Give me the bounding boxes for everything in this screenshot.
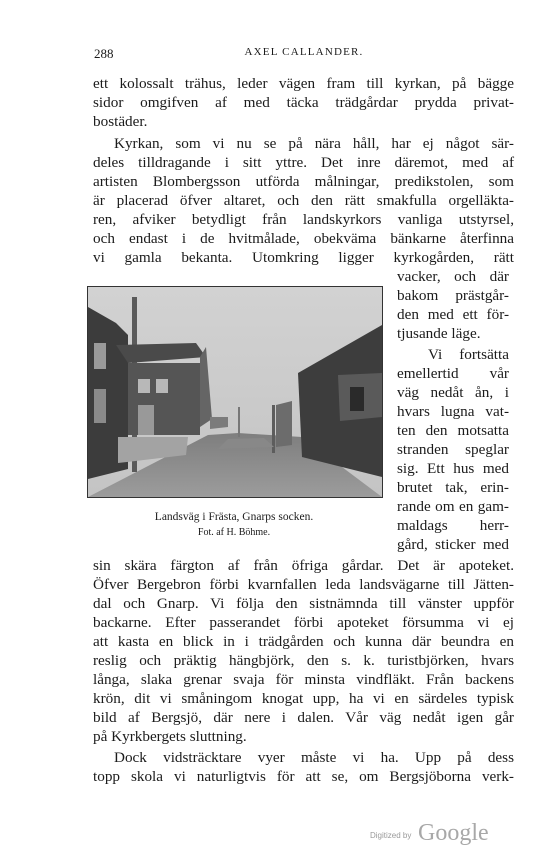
figure-credit: Fot. af H. Böhme. [197,527,271,538]
text-line: vi gamla bekanta. Utomkring ligger kyrkogården, rätt [93,249,514,266]
text-line: tjusande läge. [397,325,481,342]
text-line: krön, dit vi småningom knogat upp, ha vi en särdeles typisk [93,690,514,707]
figure-caption: Landsväg i Frästa, Gnarps socken. [154,511,314,523]
text-line: och endast i de hvitmålade, obekväma bänkarne återfinna [93,230,514,247]
text-line: brutet tak, erin- [397,479,509,496]
text-line: dal och Gnarp. Vi följa den sistnämnda till vänster uppför [93,595,514,612]
text-line: Kyrkan, som vi nu se på nära håll, har ej något sär- [114,135,514,152]
page-number: 288 [94,46,114,61]
text-line: ett kolossalt trähus, leder vägen fram till kyrkan, på bägge [93,75,514,92]
photograph-village-road [87,286,383,498]
text-line: på Kyrkbergets sluttning. [93,728,247,745]
text-line: Dock vidsträcktare vyer måste vi ha. Upp på dess [114,749,514,766]
text-line: bostäder. [93,113,148,130]
text-line: deles tilldragande i sitt yttre. Det inre däremot, med af [93,154,514,171]
text-line: den med ett för- [397,306,509,323]
text-line: är placerad öfver altaret, och den rätt smakfulla orgelläkta- [93,192,514,209]
text-line: reslig och präktig hängbjörk, den s. k. turistbjörken, hvars [93,652,514,669]
running-title: AXEL CALLANDER. [244,46,364,58]
text-line: bild af Bergsjö, där nere i dalen. Vår väg nedåt igen går [93,709,514,726]
text-line: sidor omgifven af med täcka trädgårdar prydda privat- [93,94,514,111]
google-logo: Google [418,820,489,846]
text-line: att kasta en blick in i trädgården och kunna där beundra en [93,633,514,650]
text-line: topp skola vi naturligtvis för att se, om Bergsjöborna verk- [93,768,514,785]
text-line: vacker, och där [397,268,509,285]
text-line: bakom prästgår- [397,287,509,304]
text-line: väg nedåt ån, i [397,384,509,401]
text-line: sig. Ett hus med [397,460,509,477]
text-line: gård, sticker med [397,536,509,553]
running-header [94,46,514,64]
text-line: ten den motsatta [397,422,509,439]
text-line: artisten Blombergsson utförda målningar, predikstolen, som [93,173,514,190]
text-line: emellertid vår [397,365,509,382]
text-line: långa, slaka grenar svaja för minsta vindfläkt. Från backens [93,671,514,688]
text-line: backarne. Efter passerandet förbi apoteket försumma vi ej [93,614,514,631]
text-line: maldags herr- [397,517,509,534]
photo-illustration [88,287,382,497]
digitized-label: Digitized by [370,831,412,840]
text-line: ren, afviker betydligt från landskyrkors vanliga utstyrsel, [93,211,514,228]
text-line: rande om en gam- [397,498,509,515]
text-line: hvars lugna vat- [397,403,509,420]
digitized-by-google-watermark [370,822,510,846]
text-line: Vi fortsätta [428,346,509,363]
text-line: stranden speglar [397,441,509,458]
text-line: sin skära färgton af från öfriga gårdar. Det är apoteket. [93,557,514,574]
text-line: Öfver Bergebron förbi kvarnfallen leda landsvägarne till Jätten- [93,576,514,593]
